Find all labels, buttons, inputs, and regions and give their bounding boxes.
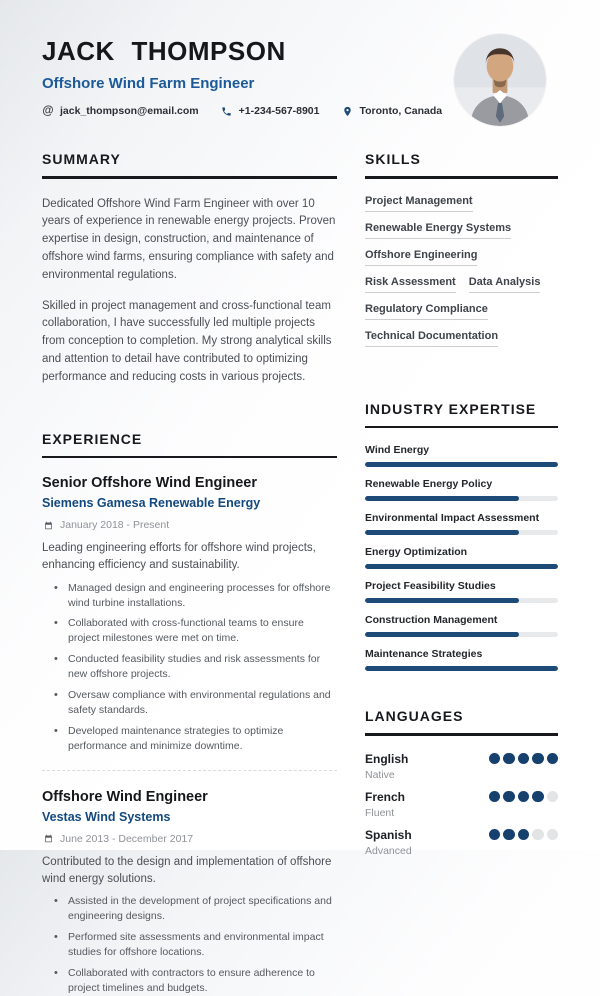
dot-filled-icon xyxy=(503,753,515,765)
expertise-label: Energy Optimization xyxy=(365,546,468,558)
expertise-bar-fill xyxy=(365,530,519,535)
summary-heading: SUMMARY xyxy=(42,151,121,167)
expertise-label: Renewable Energy Policy xyxy=(365,478,493,490)
expertise-item xyxy=(365,512,558,535)
job-company: Vestas Wind Systems xyxy=(42,809,171,824)
left-column xyxy=(42,117,337,996)
dot-filled-icon xyxy=(489,791,501,803)
expertise-bar-track xyxy=(365,632,558,637)
expertise-item xyxy=(365,444,558,467)
expertise-bar-track xyxy=(365,666,558,671)
language-item xyxy=(365,790,558,819)
dot-filled-icon xyxy=(518,829,530,841)
bullet-item: • Conducted feasibility studies and risk assessments for new offshore projects. xyxy=(42,652,337,682)
dot-filled-icon xyxy=(532,791,544,803)
expertise-bar-fill xyxy=(365,496,519,501)
expertise-heading: INDUSTRY EXPERTISE xyxy=(365,400,537,417)
bullet-item: • Developed maintenance strategies to optimize performance and minimize downtime. xyxy=(42,724,337,754)
skill-item: Regulatory Compliance xyxy=(365,303,488,320)
language-level: Native xyxy=(365,768,395,781)
expertise-label: Construction Management xyxy=(365,614,498,626)
expertise-label: Environmental Impact Assessment xyxy=(365,512,540,524)
profile-photo xyxy=(454,34,546,126)
resume-header xyxy=(0,0,600,117)
skills-list xyxy=(365,195,558,357)
skill-item: Renewable Energy Systems xyxy=(365,222,511,239)
language-item xyxy=(365,828,558,857)
job-headline: Offshore Wind Farm Engineer xyxy=(42,75,255,92)
expertise-item xyxy=(365,546,558,569)
location-pin-icon xyxy=(341,105,353,117)
job-company: Siemens Gamesa Renewable Energy xyxy=(42,496,261,511)
job-divider xyxy=(42,770,337,771)
person-name: JACK THOMPSON xyxy=(42,36,286,66)
dot-empty-icon xyxy=(532,829,544,841)
expertise-bar-fill xyxy=(365,462,558,467)
skill-item: Project Management xyxy=(365,195,473,212)
contact-value: +1-234-567-8901 xyxy=(238,105,320,117)
dot-filled-icon xyxy=(518,791,530,803)
job-entry xyxy=(42,475,337,754)
expertise-bar-fill xyxy=(365,598,519,603)
job-list xyxy=(42,475,337,996)
contact-value: jack_thompson@email.com xyxy=(60,105,199,117)
expertise-bar-fill xyxy=(365,632,519,637)
section-skills xyxy=(365,151,558,357)
expertise-item xyxy=(365,614,558,637)
job-lead: Contributed to the design and implementation of offshore wind energy solutions. xyxy=(42,855,332,885)
summary-paragraphs xyxy=(42,196,337,387)
expertise-list xyxy=(365,444,558,671)
expertise-label: Maintenance Strategies xyxy=(365,648,483,660)
language-dots xyxy=(489,753,559,765)
section-industry-expertise xyxy=(365,401,558,672)
contact-location xyxy=(341,105,442,117)
language-name: French xyxy=(365,789,406,804)
language-level: Advanced xyxy=(365,844,412,857)
contact-phone xyxy=(221,105,320,117)
languages-heading: LANGUAGES xyxy=(365,708,464,724)
expertise-bar-track xyxy=(365,564,558,569)
expertise-item xyxy=(365,580,558,603)
phone-icon xyxy=(221,105,233,117)
dot-filled-icon xyxy=(532,753,544,765)
heading-rule xyxy=(365,733,558,736)
expertise-bar-track xyxy=(365,530,558,535)
job-dates-text: June 2013 - December 2017 xyxy=(60,832,194,845)
heading-rule xyxy=(42,456,337,459)
resume-body xyxy=(42,117,558,996)
contact-email xyxy=(42,105,199,117)
skill-item: Technical Documentation xyxy=(365,330,498,347)
job-dates xyxy=(42,519,337,531)
job-dates-text: January 2018 - Present xyxy=(60,519,170,532)
language-text xyxy=(365,828,412,857)
language-dots xyxy=(489,829,559,841)
expertise-bar-fill xyxy=(365,666,558,671)
bullet-item: • Oversaw compliance with environmental regulations and safety standards. xyxy=(42,688,337,718)
section-languages xyxy=(365,708,558,857)
language-dots xyxy=(489,791,559,803)
profile-photo-illustration xyxy=(454,34,546,126)
summary-paragraph: Dedicated Offshore Wind Farm Engineer with over 10 years of experience in renewable energy projects. Proven expertise in design, construction, and maintenance of offshore wind farms, ensuring compliance with safety and environmental regulations. xyxy=(42,197,336,281)
bullet-item: • Managed design and engineering processes for offshore wind turbine installations. xyxy=(42,581,337,611)
section-summary xyxy=(42,151,337,387)
skill-item: Offshore Engineering xyxy=(365,249,477,266)
job-entry xyxy=(42,789,337,996)
expertise-bar-fill xyxy=(365,564,558,569)
calendar-icon xyxy=(42,519,54,531)
right-column xyxy=(365,117,558,996)
job-bullets xyxy=(42,894,337,995)
bullet-item: • Assisted in the development of project specifications and engineering designs. xyxy=(42,894,337,924)
expertise-bar-track xyxy=(365,462,558,467)
dot-filled-icon xyxy=(547,753,559,765)
expertise-bar-track xyxy=(365,496,558,501)
language-list xyxy=(365,752,558,857)
dot-empty-icon xyxy=(547,791,559,803)
job-lead: Leading engineering efforts for offshore wind projects, enhancing efficiency and sustainability. xyxy=(42,542,316,572)
dot-filled-icon xyxy=(489,829,501,841)
job-dates xyxy=(42,833,337,845)
language-level: Fluent xyxy=(365,806,395,819)
bullet-item: • Collaborated with contractors to ensure adherence to project timelines and budgets. xyxy=(42,966,337,996)
expertise-label: Wind Energy xyxy=(365,444,430,456)
section-experience xyxy=(42,431,337,996)
heading-rule xyxy=(365,426,558,429)
job-title: Senior Offshore Wind Engineer xyxy=(42,475,257,492)
language-name: Spanish xyxy=(365,827,412,842)
email-at-icon: @ xyxy=(42,105,54,117)
language-name: English xyxy=(365,751,409,766)
expertise-label: Project Feasibility Studies xyxy=(365,580,496,592)
heading-rule xyxy=(42,176,337,179)
expertise-item xyxy=(365,648,558,671)
skill-item: Risk Assessment xyxy=(365,276,456,293)
dot-empty-icon xyxy=(547,829,559,841)
dot-filled-icon xyxy=(518,753,530,765)
bullet-item: • Performed site assessments and environmental impact studies for offshore locations. xyxy=(42,930,337,960)
dot-filled-icon xyxy=(503,791,515,803)
contact-value: Toronto, Canada xyxy=(359,105,443,117)
expertise-bar-track xyxy=(365,598,558,603)
bullet-item: • Collaborated with cross-functional teams to ensure project milestones were met on time. xyxy=(42,616,337,646)
dot-filled-icon xyxy=(489,753,501,765)
skill-item: Data Analysis xyxy=(469,276,541,293)
summary-paragraph: Skilled in project management and cross-functional team collaboration, I have successfully led multiple projects from conception to completion. My strong analytical skills and attention to detail have contributed to optimizing performance and reducing costs in various projects. xyxy=(42,299,332,383)
job-bullets xyxy=(42,581,337,754)
language-text xyxy=(365,752,408,781)
skills-heading: SKILLS xyxy=(365,151,421,167)
language-text xyxy=(365,790,405,819)
language-item xyxy=(365,752,558,781)
experience-heading: EXPERIENCE xyxy=(42,430,143,447)
expertise-item xyxy=(365,478,558,501)
job-title: Offshore Wind Engineer xyxy=(42,788,208,805)
dot-filled-icon xyxy=(503,829,515,841)
calendar-icon xyxy=(42,833,54,845)
heading-rule xyxy=(365,176,558,179)
